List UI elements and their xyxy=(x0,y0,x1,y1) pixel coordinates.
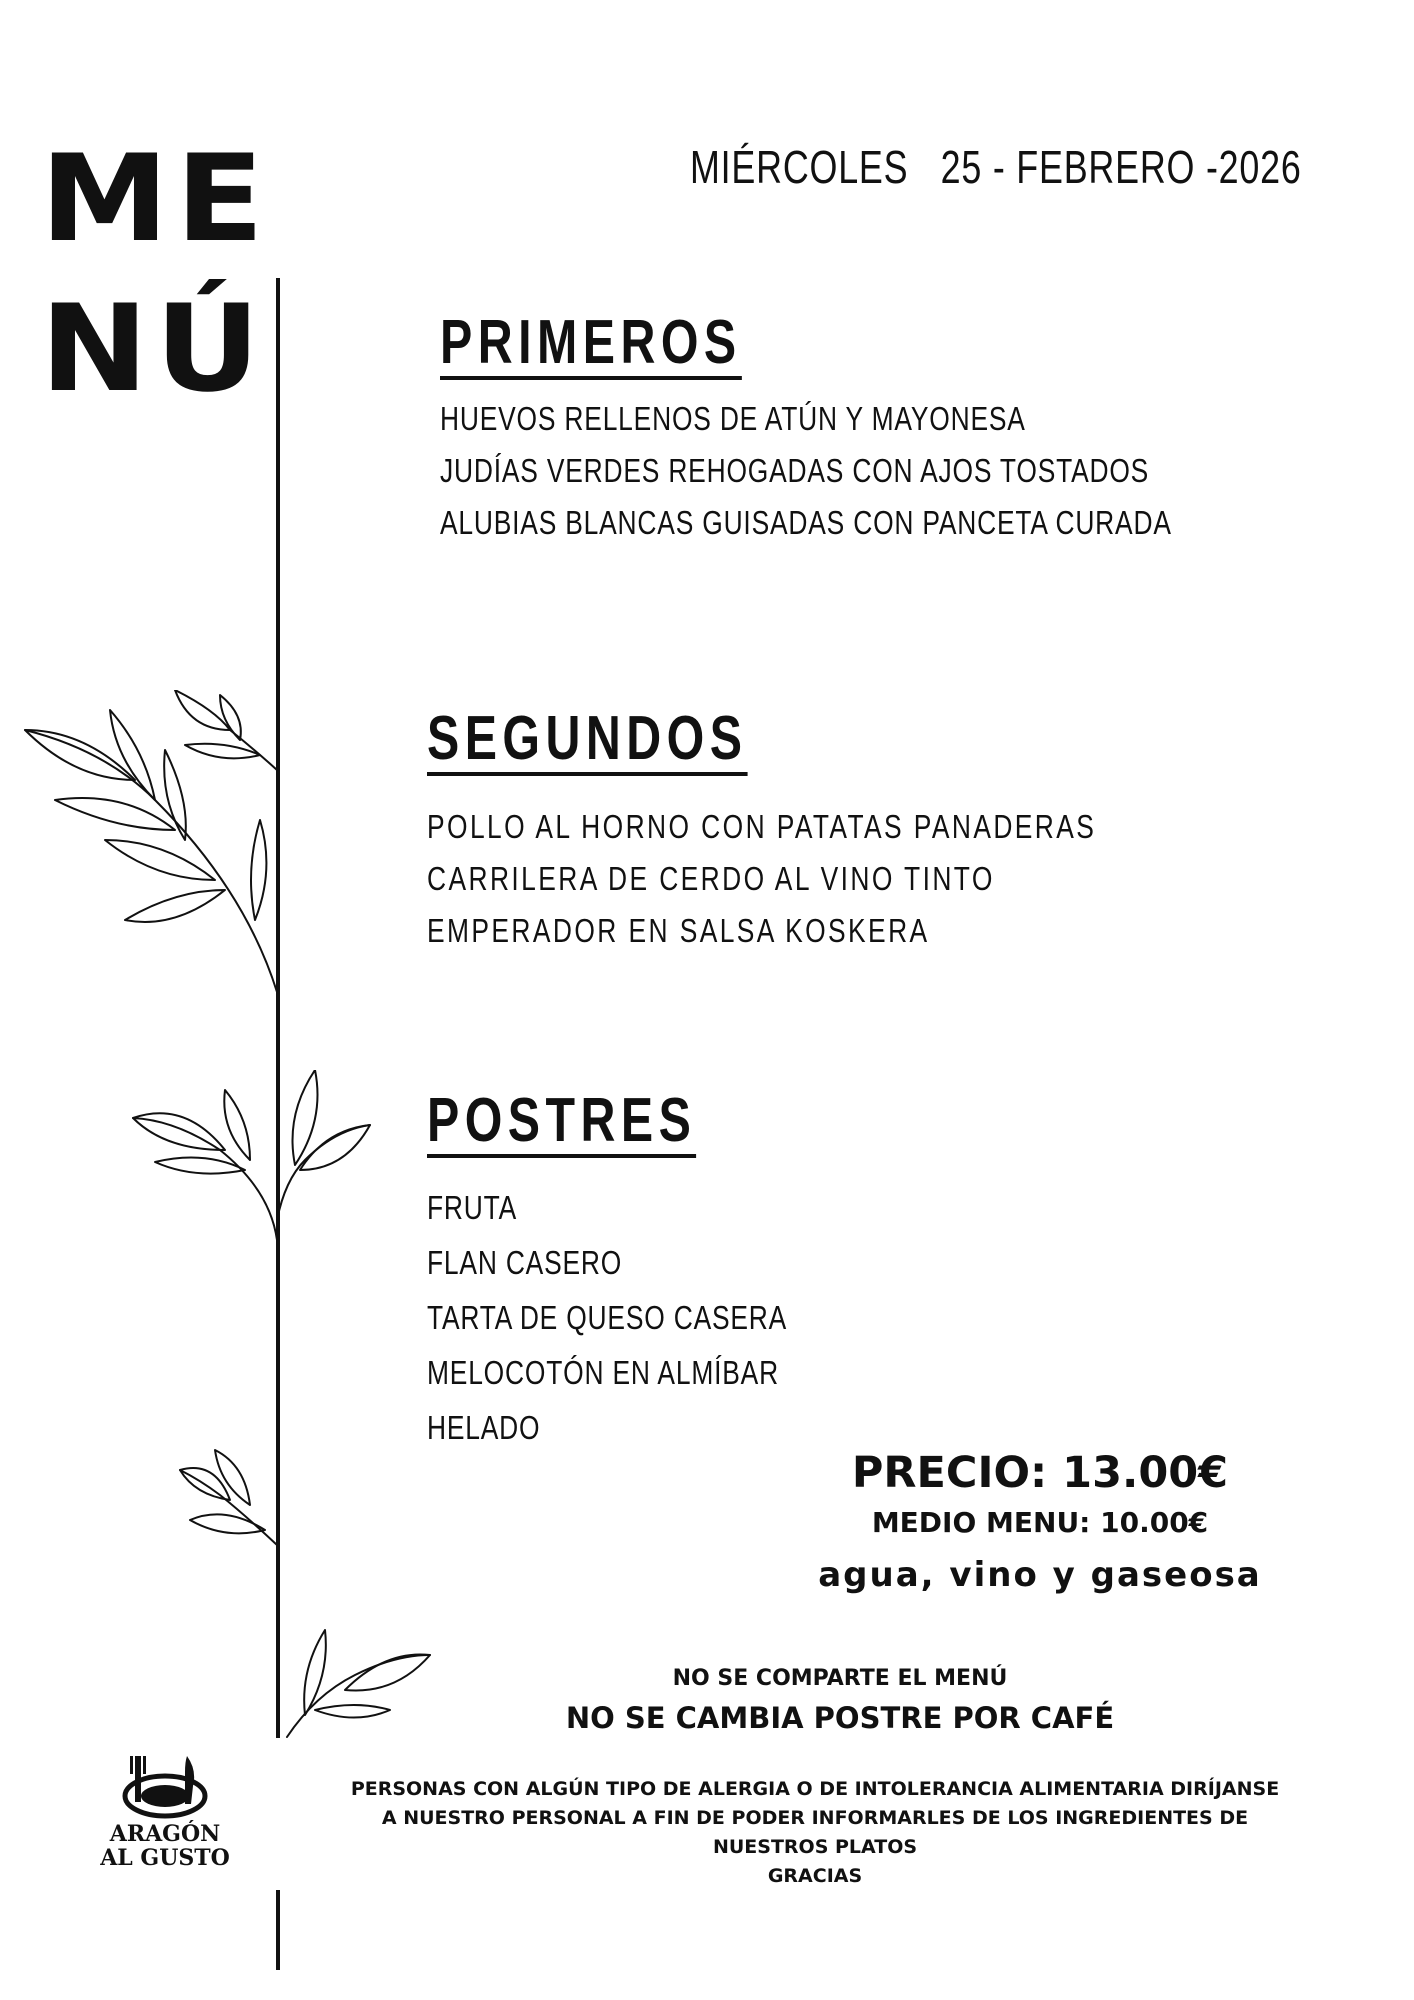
primeros-list xyxy=(440,393,1172,549)
vertical-divider-bottom xyxy=(276,1890,280,1970)
drinks-included: agua, vino y gaseosa xyxy=(818,1555,1262,1595)
no-swap-note: NO SE CAMBIA POSTRE POR CAFÉ xyxy=(565,1701,1115,1735)
list-item: POLLO AL HORNO CON PATATAS PANADERAS xyxy=(427,808,1097,845)
half-menu-price: MEDIO MENU: 10.00€ xyxy=(871,1506,1209,1539)
list-item: EMPERADOR EN SALSA KOSKERA xyxy=(427,912,930,949)
menu-price: PRECIO: 13.00€ xyxy=(851,1448,1229,1498)
plate-cutlery-icon xyxy=(115,1752,215,1822)
logo-line2: AL GUSTO xyxy=(100,1845,230,1871)
allergy-notice xyxy=(340,1775,1290,1891)
list-item: HUEVOS RELLENOS DE ATÚN Y MAYONESA xyxy=(440,400,1026,437)
menu-date xyxy=(690,140,1302,194)
section-heading-segundos: SEGUNDOS xyxy=(427,706,747,776)
list-item: MELOCOTÓN EN ALMÍBAR xyxy=(427,1354,779,1391)
list-item: CARRILERA DE CERDO AL VINO TINTO xyxy=(427,860,995,897)
leaf-branch-icon xyxy=(175,1445,285,1555)
allergy-line4: GRACIAS xyxy=(767,1865,863,1887)
menu-title-line2: NÚ xyxy=(40,280,267,419)
brand-logo xyxy=(85,1822,245,1870)
menu-title-line1: ME xyxy=(40,130,271,269)
section-heading-primeros: PRIMEROS xyxy=(440,310,742,380)
list-item: FLAN CASERO xyxy=(427,1244,623,1281)
allergy-line2: A NUESTRO PERSONAL A FIN DE PODER INFORMARLES DE LOS INGREDIENTES DE xyxy=(381,1807,1249,1829)
leaf-branch-icon xyxy=(15,690,285,1000)
list-item: HELADO xyxy=(427,1409,541,1446)
section-heading-postres: POSTRES xyxy=(427,1088,696,1158)
list-item: ALUBIAS BLANCAS GUISADAS CON PANCETA CURADA xyxy=(440,504,1172,541)
date-day-month-year: 25 - FEBRERO -2026 xyxy=(940,141,1302,193)
allergy-line1: PERSONAS CON ALGÚN TIPO DE ALERGIA O DE INTOLERANCIA ALIMENTARIA DIRÍJANSE xyxy=(350,1778,1280,1800)
logo-line1: ARAGÓN xyxy=(109,1821,221,1847)
leaf-branch-icon xyxy=(285,1625,435,1740)
segundos-list xyxy=(427,801,1096,957)
postres-list xyxy=(427,1180,787,1455)
list-item: TARTA DE QUESO CASERA xyxy=(427,1299,788,1336)
list-item: JUDÍAS VERDES REHOGADAS CON AJOS TOSTADOS xyxy=(440,452,1150,489)
list-item: FRUTA xyxy=(427,1189,518,1226)
date-weekday: MIÉRCOLES xyxy=(690,141,909,193)
no-share-note: NO SE COMPARTE EL MENÚ xyxy=(672,1666,1008,1691)
allergy-line3: NUESTROS PLATOS xyxy=(712,1836,918,1858)
leaf-branch-icon xyxy=(125,1070,375,1250)
